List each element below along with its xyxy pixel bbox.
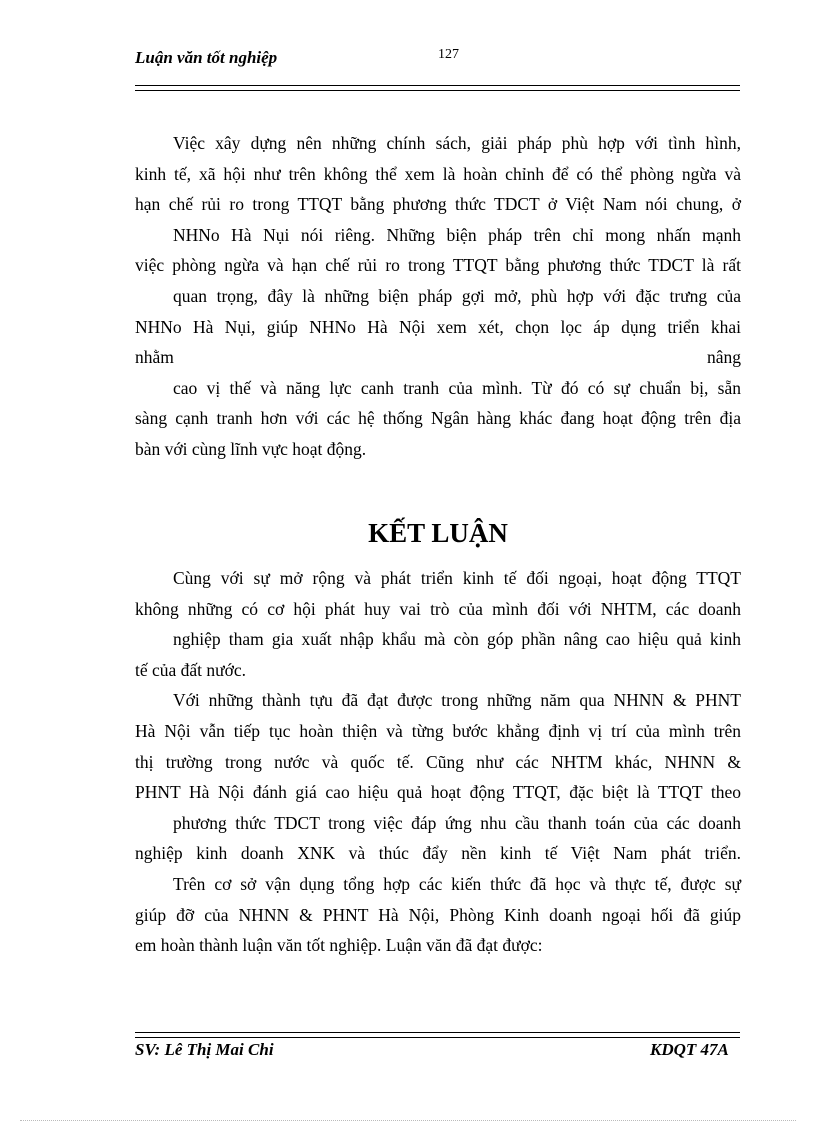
text-line: PHNT Hà Nội đánh giá cao hiệu quả hoạt động TTQT, đặc biệt là TTQT theo (135, 782, 741, 803)
text-line: Hà Nội vẫn tiếp tục hoàn thiện và từng bước khẳng định vị trí của mình trên (135, 720, 741, 741)
text-line: hạn chế rủi ro trong TTQT bằng phương thức TDCT ở Việt Nam nói chung, ở (135, 194, 741, 215)
section2-paragraph (135, 563, 741, 961)
text-line: bàn với cùng lĩnh vực hoạt động. (135, 438, 367, 459)
text-line: kinh tế, xã hội như trên không thể xem là hoàn chỉnh để có thể phòng ngừa và (135, 163, 741, 184)
text-line: em hoàn thành luận văn tốt nghiệp. Luận văn đã đạt được: (135, 935, 543, 956)
text-fragment: nhằm (135, 347, 174, 368)
footer-class: KDQT 47A (650, 1040, 729, 1059)
text-line: việc phòng ngừa và hạn chế rủi ro trong TTQT bằng phương thức TDCT là rất (135, 255, 741, 276)
text-line: Trên cơ sở vận dụng tổng hợp các kiến thức đã học và thực tế, được sự (173, 873, 741, 894)
text-line: sàng cạnh tranh hơn với các hệ thống Ngân hàng khác đang hoạt động trên địa (135, 408, 741, 429)
text-line: phương thức TDCT trong việc đáp ứng nhu cầu thanh toán của các doanh (173, 812, 741, 833)
page-edge-dots (20, 1120, 796, 1122)
footer-author: SV: Lê Thị Mai Chi (135, 1040, 274, 1059)
text-line (135, 342, 741, 373)
text-line: giúp đỡ của NHNN & PHNT Hà Nội, Phòng Kinh doanh ngoại hối đã giúp (135, 904, 741, 925)
page-number: 127 (438, 47, 459, 62)
conclusion-heading: KẾT LUẬN (368, 518, 508, 548)
text-line: cao vị thế và năng lực canh tranh của mình. Từ đó có sự chuẩn bị, sẵn (173, 377, 741, 398)
footer-rule (135, 1032, 740, 1038)
text-line: không những có cơ hội phát huy vai trò của mình đối với NHTM, các doanh (135, 598, 741, 619)
text-line: thị trường trong nước và quốc tế. Cũng như các NHTM khác, NHNN & (135, 751, 741, 772)
text-line: nghiệp tham gia xuất nhập khẩu mà còn góp phần nâng cao hiệu quả kinh (173, 629, 741, 650)
text-line: quan trọng, đây là những biện pháp gợi mở, phù hợp với đặc trưng của (173, 285, 741, 306)
text-line: NHNo Hà Nụi nói riêng. Những biện pháp trên chỉ mong nhấn mạnh (173, 224, 741, 245)
header-rule (135, 85, 740, 91)
text-line: nghiệp kinh doanh XNK và thúc đẩy nền kinh tế Việt Nam phát triển. (135, 843, 741, 864)
text-line: Cùng với sự mở rộng và phát triển kinh tế đối ngoại, hoạt động TTQT (173, 568, 741, 588)
text-line: Việc xây dựng nên những chính sách, giải pháp phù hợp với tình hình, (173, 133, 741, 153)
text-line: tế của đất nước. (135, 659, 247, 680)
header-title: Luận văn tốt nghiệp (135, 48, 278, 67)
text-line: Với những thành tựu đã đạt được trong những năm qua NHNN & PHNT (173, 690, 741, 711)
section1-paragraph (135, 128, 741, 465)
text-fragment: nâng (706, 347, 741, 368)
text-line: NHNo Hà Nụi, giúp NHNo Hà Nội xem xét, chọn lọc áp dụng triển khai (135, 316, 741, 337)
